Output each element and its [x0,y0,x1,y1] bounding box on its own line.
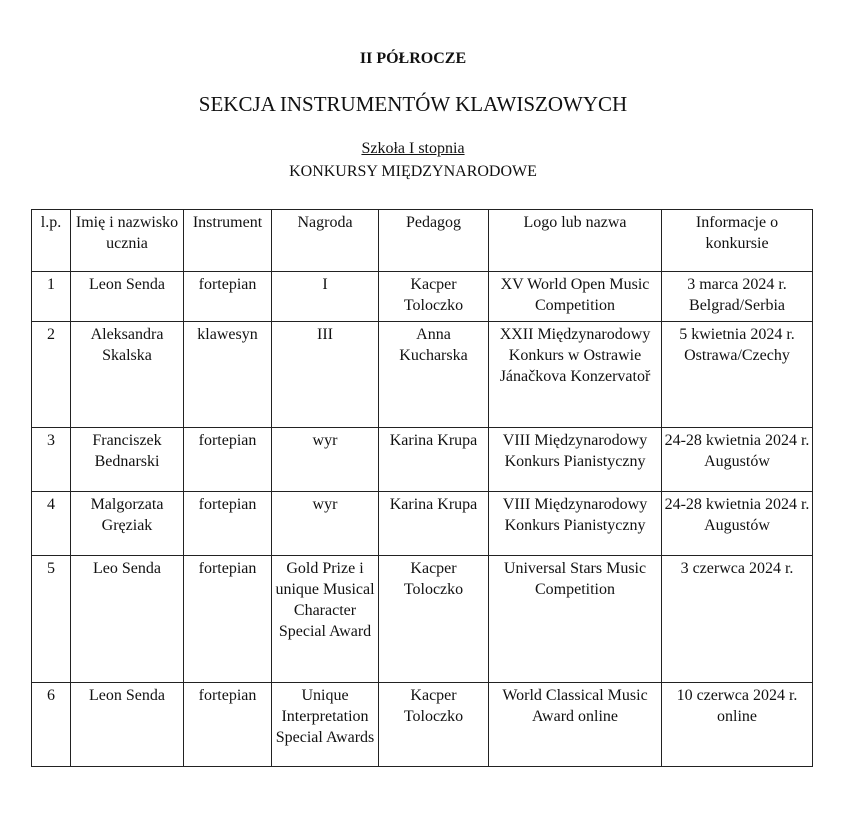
column-header-instrument: Instrument [184,210,272,272]
cell-info: 5 kwietnia 2024 r. Ostrawa/Czechy [662,322,813,428]
cell-instrument: fortepian [184,492,272,556]
table-row [32,272,813,322]
column-header-lp: l.p. [32,210,71,272]
table-header-row [32,210,813,272]
cell-info: 3 marca 2024 r. Belgrad/Serbia [662,272,813,322]
column-header-info: Informacje o konkursie [662,210,813,272]
cell-pedagogue: Anna Kucharska [379,322,489,428]
table-row [32,428,813,492]
cell-logo: VIII Międzynarodowy Konkurs Pianistyczny [489,492,662,556]
cell-lp: 3 [32,428,71,492]
cell-prize: wyr [272,428,379,492]
cell-lp: 5 [32,556,71,683]
cell-info: 24-28 kwietnia 2024 r. Augustów [662,428,813,492]
cell-pedagogue: Kacper Toloczko [379,556,489,683]
cell-logo: VIII Międzynarodowy Konkurs Pianistyczny [489,428,662,492]
cell-prize: wyr [272,492,379,556]
table-row [32,683,813,767]
cell-instrument: fortepian [184,556,272,683]
semester-heading: II PÓŁROCZE [359,50,467,67]
section-title: SEKCJA INSTRUMENTÓW KLAWISZOWYCH [198,92,628,116]
table-row [32,556,813,683]
cell-pedagogue: Kacper Toloczko [379,272,489,322]
cell-lp: 6 [32,683,71,767]
cell-pedagogue: Karina Krupa [379,492,489,556]
cell-lp: 1 [32,272,71,322]
column-header-name: Imię i nazwisko ucznia [71,210,184,272]
cell-logo: XXII Międzynarodowy Konkurs w Ostrawie Jánačkova Konzervatoř [489,322,662,428]
cell-info: 3 czerwca 2024 r. [662,556,813,683]
cell-name: Leon Senda [71,272,184,322]
cell-instrument: fortepian [184,428,272,492]
cell-info: 24-28 kwietnia 2024 r. Augustów [662,492,813,556]
table-row [32,322,813,428]
cell-instrument: klawesyn [184,322,272,428]
cell-prize: III [272,322,379,428]
cell-lp: 4 [32,492,71,556]
cell-logo: Universal Stars Music Competition [489,556,662,683]
awards-table [31,209,813,767]
cell-pedagogue: Karina Krupa [379,428,489,492]
cell-instrument: fortepian [184,683,272,767]
cell-prize: Gold Prize i unique Musical Character Special Award [272,556,379,683]
table-row [32,492,813,556]
cell-name: Franciszek Bednarski [71,428,184,492]
cell-logo: XV World Open Music Competition [489,272,662,322]
cell-name: Leo Senda [71,556,184,683]
cell-prize: I [272,272,379,322]
column-header-prize: Nagroda [272,210,379,272]
column-header-logo: Logo lub nazwa [489,210,662,272]
cell-lp: 2 [32,322,71,428]
cell-name: Aleksandra Skalska [71,322,184,428]
school-level-subtitle: Szkoła I stopnia [361,140,465,157]
cell-name: Malgorzata Gręziak [71,492,184,556]
cell-name: Leon Senda [71,683,184,767]
cell-logo: World Classical Music Award online [489,683,662,767]
cell-prize: Unique Interpretation Special Awards [272,683,379,767]
column-header-pedagogue: Pedagog [379,210,489,272]
cell-info: 10 czerwca 2024 r. online [662,683,813,767]
cell-instrument: fortepian [184,272,272,322]
cell-pedagogue: Kacper Toloczko [379,683,489,767]
contests-subtitle: KONKURSY MIĘDZYNARODOWE [289,163,537,180]
